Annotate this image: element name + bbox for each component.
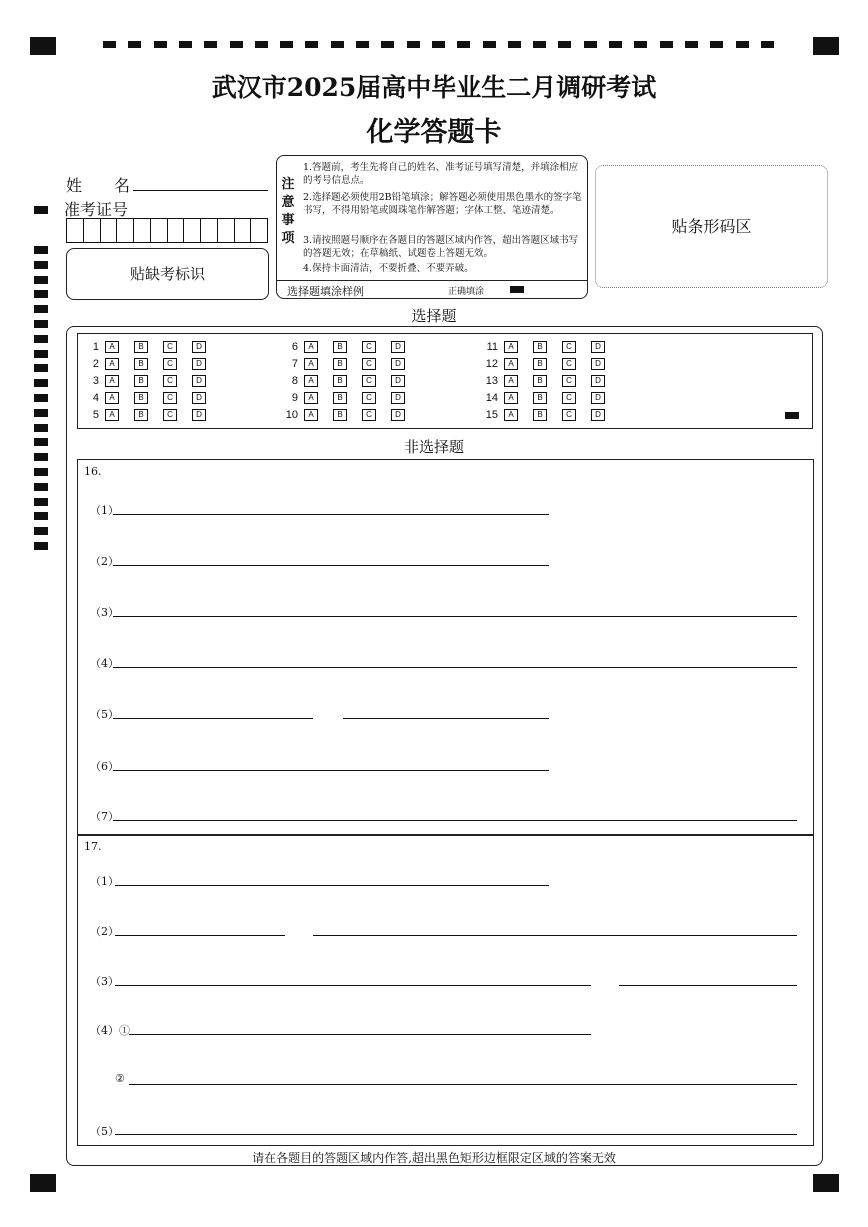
sidebar-timing-mark: [34, 261, 48, 269]
timing-mark: [584, 41, 597, 48]
q16-part-label: （3）: [90, 606, 119, 619]
corner-marker-top-right: [813, 37, 839, 55]
timing-mark: [634, 41, 647, 48]
q16-answer-line[interactable]: [343, 718, 549, 719]
question-number: 13: [485, 375, 498, 387]
choice-bubble-c[interactable]: C: [362, 392, 376, 404]
choice-bubble-a[interactable]: A: [504, 341, 518, 353]
absent-label: 贴缺考标识: [129, 265, 205, 283]
question-number: 15: [485, 409, 498, 421]
question-number: 9: [291, 392, 298, 404]
choice-question-row: [276, 341, 420, 353]
corner-marker-bottom-left: [30, 1174, 56, 1192]
choice-bubble-a[interactable]: A: [304, 375, 318, 387]
sidebar-timing-mark: [34, 542, 48, 550]
choice-question-row: [77, 409, 221, 421]
choice-bubble-a[interactable]: A: [504, 358, 518, 370]
choice-bubble-d[interactable]: D: [591, 409, 605, 421]
q16-answer-line[interactable]: [113, 770, 549, 771]
choice-question-row: [77, 358, 221, 370]
choice-bubble-b[interactable]: B: [533, 375, 547, 387]
sidebar-timing-mark: [34, 290, 48, 298]
choice-bubble-c[interactable]: C: [362, 341, 376, 353]
choice-bubble-d[interactable]: D: [591, 392, 605, 404]
sidebar-timing-mark: [34, 424, 48, 432]
correct-fill-sample: [510, 286, 524, 293]
timing-mark: [609, 41, 622, 48]
choice-question-row: [476, 358, 620, 370]
sidebar-timing-mark: [34, 350, 48, 358]
choice-bubble-d[interactable]: D: [591, 375, 605, 387]
q16-answer-line[interactable]: [113, 718, 313, 719]
sidebar-timing-mark: [34, 206, 48, 214]
choice-bubble-b[interactable]: B: [533, 341, 547, 353]
timing-mark: [305, 41, 318, 48]
notice-heading: 注意事项: [281, 177, 295, 246]
choice-bubble-b[interactable]: B: [333, 409, 347, 421]
question-number: 7: [291, 358, 298, 370]
choice-bubble-b[interactable]: B: [134, 375, 148, 387]
q16-part-label: （7）: [90, 810, 119, 823]
choice-bubble-d[interactable]: D: [391, 375, 405, 387]
q17-part-label: （1）: [90, 875, 119, 888]
timing-mark: [407, 41, 420, 48]
choice-bubble-b[interactable]: B: [134, 392, 148, 404]
timing-mark: [558, 41, 571, 48]
question-number: 2: [92, 358, 99, 370]
choice-bubble-b[interactable]: B: [134, 341, 148, 353]
choice-bubble-a[interactable]: A: [105, 392, 119, 404]
q16-part-label: （1）: [90, 504, 119, 517]
choice-bubble-c[interactable]: C: [362, 358, 376, 370]
choice-bubble-d[interactable]: D: [192, 409, 206, 421]
sidebar-timing-mark: [34, 379, 48, 387]
choice-bubble-d[interactable]: D: [391, 358, 405, 370]
q17-part-label: （4）①: [90, 1024, 130, 1037]
q16-answer-line[interactable]: [113, 616, 797, 617]
choice-bubble-d[interactable]: D: [192, 341, 206, 353]
choice-bubble-d[interactable]: D: [591, 341, 605, 353]
choice-bubble-c[interactable]: C: [163, 392, 177, 404]
timing-mark: [736, 41, 749, 48]
notice-item-1: 1.答题前，考生先将自己的姓名、准考证号填写清楚，并填涂相应的考号信息点。: [303, 162, 579, 186]
choice-bubble-a[interactable]: A: [504, 409, 518, 421]
timing-mark: [280, 41, 293, 48]
barcode-label: 贴条形码区: [671, 217, 752, 236]
q16-answer-line[interactable]: [113, 667, 797, 668]
timing-mark: [331, 41, 344, 48]
sidebar-timing-mark: [34, 512, 48, 520]
timing-mark: [154, 41, 167, 48]
choice-bubble-b[interactable]: B: [533, 392, 547, 404]
q16-part-label: （2）: [90, 555, 119, 568]
choice-bubble-b[interactable]: B: [333, 358, 347, 370]
correct-fill-label: 正确填涂: [448, 287, 485, 297]
q17-answer-line[interactable]: [115, 985, 591, 986]
notice-item-3: 3.请按照题号顺序在各题目的答题区域内作答，超出答题区域书写的答题无效；在草稿纸、试题卷上答题无效。: [303, 235, 579, 259]
question-number: 10: [285, 409, 298, 421]
timing-mark: [381, 41, 394, 48]
choice-bubble-c[interactable]: C: [562, 392, 576, 404]
timing-mark: [432, 41, 445, 48]
choice-bubble-c[interactable]: C: [163, 341, 177, 353]
sidebar-timing-mark: [34, 394, 48, 402]
q16-part-label: （5）: [90, 708, 119, 721]
choice-bubble-d[interactable]: D: [192, 358, 206, 370]
choice-bubble-c[interactable]: C: [163, 358, 177, 370]
choice-bubble-a[interactable]: A: [504, 375, 518, 387]
sidebar-timing-mark: [34, 364, 48, 372]
notice-item-2: 2.选择题必须使用2B铅笔填涂；解答题必须使用黑色墨水的签字笔书写，不得用铅笔或圆珠笔作解答题；字体工整、笔迹清楚。: [303, 192, 582, 216]
q16-answer-line[interactable]: [113, 514, 549, 515]
choice-question-row: [276, 375, 420, 387]
choice-bubble-c[interactable]: C: [562, 409, 576, 421]
timing-mark: [508, 41, 521, 48]
question-number: 8: [291, 375, 298, 387]
timing-mark: [103, 41, 116, 48]
exam-id-grid[interactable]: [66, 218, 268, 243]
barcode-area: [595, 165, 828, 288]
notice-divider: [276, 280, 588, 281]
timing-mark: [483, 41, 496, 48]
choice-bubble-a[interactable]: A: [304, 341, 318, 353]
choice-bubble-a[interactable]: A: [105, 409, 119, 421]
q17-answer-line[interactable]: [619, 985, 797, 986]
exam-title: 武汉市2025届高中毕业生二月调研考试: [211, 73, 657, 102]
choice-question-row: [276, 392, 420, 404]
choice-bubble-b[interactable]: B: [134, 358, 148, 370]
choice-bubble-b[interactable]: B: [333, 375, 347, 387]
timing-mark: [356, 41, 369, 48]
timing-mark: [204, 41, 217, 48]
q17-part-label: （5）: [90, 1125, 119, 1138]
choice-bubble-a[interactable]: A: [105, 341, 119, 353]
q16-answer-line[interactable]: [113, 565, 549, 566]
timing-mark: [660, 41, 673, 48]
choice-bubble-b[interactable]: B: [333, 341, 347, 353]
choice-bubble-c[interactable]: C: [163, 409, 177, 421]
sidebar-timing-mark: [34, 409, 48, 417]
choice-bubble-c[interactable]: C: [562, 358, 576, 370]
choice-bubble-d[interactable]: D: [192, 375, 206, 387]
exam-id-label: 准考证号: [64, 200, 129, 219]
corner-marker-bottom-right: [813, 1174, 839, 1192]
q17-answer-line[interactable]: [313, 935, 797, 936]
choice-timing-mark: [785, 412, 799, 419]
question-number: 11: [486, 341, 498, 353]
corner-marker-top-left: [30, 37, 56, 55]
choice-bubble-b[interactable]: B: [333, 392, 347, 404]
q17-answer-line[interactable]: [129, 1084, 797, 1085]
q17-answer-line[interactable]: [115, 1134, 797, 1135]
absent-sticker-area: [66, 248, 269, 300]
q16-box: [77, 459, 814, 835]
nonchoice-heading: 非选择题: [403, 438, 464, 456]
notice-item-4: 4.保持卡面清洁，不要折叠、不要弄破。: [303, 263, 474, 274]
q16-number: 16.: [84, 465, 102, 478]
q17-box: [77, 835, 814, 1146]
choice-bubble-c[interactable]: C: [163, 375, 177, 387]
choice-question-row: [276, 358, 420, 370]
timing-mark: [128, 41, 141, 48]
q17-answer-line[interactable]: [115, 935, 285, 936]
choice-bubble-b[interactable]: B: [134, 409, 148, 421]
choice-question-row: [476, 392, 620, 404]
sidebar-timing-mark: [34, 527, 48, 535]
choice-question-row: [476, 409, 620, 421]
q16-part-label: （6）: [90, 760, 119, 773]
question-number: 5: [92, 409, 99, 421]
question-number: 3: [92, 375, 99, 387]
choice-bubble-d[interactable]: D: [391, 392, 405, 404]
timing-mark: [230, 41, 243, 48]
name-field[interactable]: [133, 172, 268, 191]
timing-mark: [710, 41, 723, 48]
sample-label: 选择题填涂样例: [287, 285, 364, 298]
question-number: 12: [485, 358, 498, 370]
choice-bubble-c[interactable]: C: [362, 409, 376, 421]
sidebar-timing-mark: [34, 483, 48, 491]
choice-bubble-d[interactable]: D: [192, 392, 206, 404]
choice-bubble-b[interactable]: B: [533, 358, 547, 370]
question-number: 6: [291, 341, 298, 353]
choice-bubble-a[interactable]: A: [304, 409, 318, 421]
q17-answer-line[interactable]: [115, 885, 549, 886]
choice-bubble-b[interactable]: B: [533, 409, 547, 421]
sidebar-timing-mark: [34, 246, 48, 254]
choice-heading: 选择题: [411, 307, 457, 325]
choice-bubble-d[interactable]: D: [391, 341, 405, 353]
choice-bubble-a[interactable]: A: [105, 375, 119, 387]
choice-bubble-d[interactable]: D: [391, 409, 405, 421]
question-number: 1: [92, 341, 99, 353]
footer-notice: 请在各题目的答题区域内作答,超出黑色矩形边框限定区域的答案无效: [252, 1151, 616, 1165]
timing-mark: [255, 41, 268, 48]
choice-question-row: [476, 375, 620, 387]
q16-answer-line[interactable]: [113, 820, 797, 821]
choice-question-row: [77, 375, 221, 387]
card-subtitle: 化学答题卡: [366, 117, 502, 148]
choice-question-row: [77, 341, 221, 353]
q17-part-label: （2）: [90, 925, 119, 938]
choice-bubble-a[interactable]: A: [304, 358, 318, 370]
timing-mark: [179, 41, 192, 48]
q17-number: 17.: [84, 840, 102, 853]
choice-question-row: [476, 341, 620, 353]
choice-bubble-a[interactable]: A: [105, 358, 119, 370]
choice-bubble-c[interactable]: C: [362, 375, 376, 387]
timing-mark: [457, 41, 470, 48]
q17-answer-line[interactable]: [129, 1034, 591, 1035]
choice-bubble-a[interactable]: A: [504, 392, 518, 404]
choice-bubble-c[interactable]: C: [562, 375, 576, 387]
timing-mark: [761, 41, 774, 48]
sidebar-timing-mark: [34, 276, 48, 284]
name-label: 姓 名: [66, 176, 131, 195]
choice-question-row: [77, 392, 221, 404]
sidebar-timing-mark: [34, 498, 48, 506]
q16-part-label: （4）: [90, 657, 119, 670]
choice-bubble-a[interactable]: A: [304, 392, 318, 404]
choice-bubble-d[interactable]: D: [591, 358, 605, 370]
choice-bubble-c[interactable]: C: [562, 341, 576, 353]
sidebar-timing-mark: [34, 468, 48, 476]
q17-part-label: （3）: [90, 975, 119, 988]
question-number: 4: [92, 392, 99, 404]
q17-part-label: ②: [115, 1072, 125, 1085]
timing-mark: [685, 41, 698, 48]
question-number: 14: [485, 392, 498, 404]
timing-mark: [533, 41, 546, 48]
choice-question-row: [276, 409, 420, 421]
sidebar-timing-mark: [34, 335, 48, 343]
